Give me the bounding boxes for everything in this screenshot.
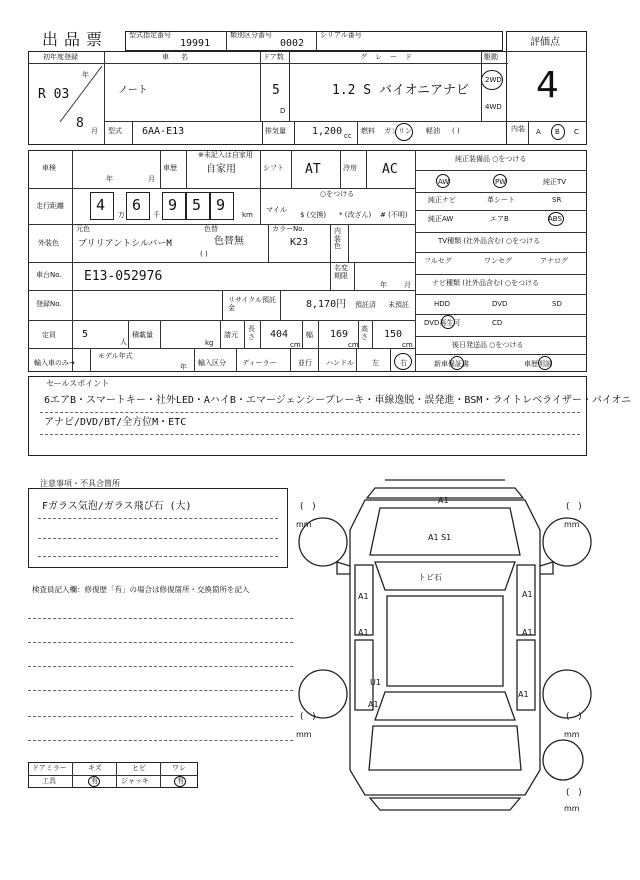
interior-b: B (555, 128, 560, 136)
docs-warranty-circle (450, 356, 464, 370)
color-no-label: カラーNo. (272, 225, 305, 233)
recycle-value: 8,170円 (306, 299, 347, 310)
shaken-year-unit: 年 (106, 175, 113, 183)
drive-2wd: 2WD (485, 76, 502, 84)
mile-unknown: # (不明) (380, 211, 408, 219)
transfer-label: 名変期限 (334, 264, 348, 280)
shift-value: AT (305, 162, 321, 177)
tread-fr-bracket: ( ) (566, 502, 582, 512)
legend-door-mirror: ドアミラー (32, 764, 67, 772)
color-change-bracket: ( ) (200, 250, 208, 258)
legend-tools-circle (88, 776, 100, 787)
width-unit: cm (348, 341, 359, 349)
sales-points-line1: 6エアB・スマートキー・社外LED・AハイB・エマージェンシーブレーキ・車線逸脱・誤発進・BSM・ライトレベライザー・パイオニ (44, 395, 632, 406)
capacity-value: 5 (82, 329, 89, 340)
page-title: 出品票 (42, 30, 109, 49)
seikyu-label: 請元 (224, 331, 238, 339)
defect-line1: Fガラス気泡/ガラス飛び石 (大) (42, 501, 192, 512)
color-orig-value: ブリリアントシルバーM (78, 239, 172, 249)
fuel-gasoline: ガソリン (384, 127, 412, 135)
fuel-label: 燃料 (361, 127, 375, 135)
drive-4wd: 4WD (485, 103, 502, 111)
legend-broken: ワレ (172, 764, 186, 772)
aircon-label: 冷房 (343, 164, 357, 172)
dmg-label-windshield: A1 S1 (428, 533, 452, 542)
capacity-label: 定員 (42, 331, 56, 339)
legend-tools: 工具 (42, 777, 56, 785)
model-value: 6AA-E13 (142, 126, 185, 137)
color-label: 外装色 (38, 239, 59, 247)
equip-genuine-aw: 純正AW (428, 215, 454, 223)
equip-navi: 純正ナビ (428, 196, 456, 204)
history-value: 自家用 (206, 164, 236, 175)
navi-dvd: DVD (492, 300, 508, 308)
mileage-digits (90, 192, 240, 220)
mileage-digit-2: 6 (132, 196, 142, 214)
equip-sr: SR (552, 196, 562, 204)
docs-label: 後日発送品 ○をつける (452, 341, 524, 349)
car-name: ノート (118, 85, 148, 96)
handle-left: 左 (372, 359, 379, 367)
mileage-unit: km (242, 211, 253, 219)
equip-tv: 純正TV (543, 178, 567, 186)
mileage-man: 万 (118, 211, 125, 219)
door-d: D (280, 107, 286, 115)
transfer-month-unit: 月 (404, 281, 411, 289)
month-unit: 月 (91, 127, 98, 135)
navi-hdd: HDD (434, 300, 451, 308)
dmg-label-left-rear-door: A1 (358, 628, 369, 637)
legend-jack-circle (174, 776, 186, 787)
history-label: 車歴 (163, 164, 177, 172)
height-value: 150 (384, 329, 403, 340)
handle-label: ハンドル (326, 359, 354, 367)
dmg-label-right-rear: A1 (518, 690, 529, 699)
interior-label: 内装 (511, 125, 525, 133)
model-year-label: モデル年式 (98, 352, 133, 360)
mile-label: マイル (266, 206, 287, 214)
tv-oneseg: ワンセグ (484, 257, 512, 265)
year-unit: 年 (82, 71, 89, 79)
dmg-label-left-rear-wheel: A1 (368, 700, 379, 709)
dmg-label-left-front-door: A1 (358, 592, 369, 601)
class-label: 類別区分番号 (230, 31, 272, 39)
legend-jack-value: 有 (177, 777, 184, 785)
mileage-digit-3: 9 (168, 196, 178, 214)
capacity-unit: 人 (120, 338, 127, 346)
model-label: 型式 (108, 127, 122, 135)
import-parallel: 並行 (298, 359, 312, 367)
first-reg-month: 8 (76, 116, 84, 131)
equip-airbag: エアB (490, 215, 509, 223)
dmg-label-right-front-door: A1 (522, 590, 533, 599)
fuel-bracket: ( ) (452, 127, 460, 135)
navi-sd: SD (552, 300, 562, 308)
legend-jack: ジャッキ (121, 777, 149, 785)
grade-value: 1.2 S バイオニアナビ (332, 83, 470, 98)
score-label: 評価点 (530, 37, 560, 48)
color-orig-label: 元色 (76, 225, 90, 233)
recycle-unpaid: 未預託 (388, 301, 409, 309)
inspector-label: 検査員記入欄：修復歴「有」の場合は修復箇所・交換箇所を記入 (32, 585, 250, 594)
equip-aw-circle (436, 174, 450, 188)
fuel-gasoline-circle (395, 123, 413, 141)
history-note: ※未記入は自家用 (198, 151, 253, 159)
mile-modified: * (改ざん) (339, 211, 372, 219)
equip-abs-circle (548, 212, 564, 226)
docs-history: 車歴明説 (524, 360, 552, 368)
legend-tools-value: 有 (91, 777, 98, 785)
tread-spare-mm: mm (564, 804, 580, 813)
equip-abs: ABS (548, 215, 562, 223)
tread-rr-bracket: ( ) (566, 712, 582, 722)
docs-history-circle (538, 356, 552, 370)
length-unit: cm (290, 341, 301, 349)
chassis-value: E13-052976 (84, 269, 163, 284)
equip-pw-circle (493, 174, 507, 188)
legend-scratch: キズ (88, 764, 102, 772)
tread-spare-bracket: ( ) (566, 788, 582, 798)
mileage-label: 走行距離 (36, 202, 64, 210)
mileage-digit-4: 5 (192, 196, 202, 214)
tread-rl-bracket: ( ) (300, 712, 316, 722)
docs-warranty: 新車保証書 (434, 360, 469, 368)
sales-points-box (28, 376, 587, 456)
class-no: 0002 (280, 38, 305, 49)
tv-label: TV種類 (社外品含む) ○をつける (438, 237, 541, 245)
defect-label: 注意事項・不具合箇所 (40, 479, 120, 488)
navi-cd: CD (492, 319, 503, 327)
tread-rr-mm: mm (564, 730, 580, 739)
load-label: 積載量 (132, 331, 153, 339)
load-unit: kg (205, 339, 214, 347)
shift-label: シフト (263, 164, 284, 172)
navi-dvd-play: DVD再生可 (424, 319, 461, 327)
color-change-label: 色替 (204, 225, 218, 233)
dmg-label-stone-chip: トビ石 (418, 573, 442, 582)
displacement-label: 排気量 (265, 127, 286, 135)
first-reg-era: R 03 (38, 87, 70, 102)
fuel-diesel: 軽油 (426, 127, 440, 135)
transfer-year-unit: 年 (380, 281, 387, 289)
tread-fl-mm: mm (296, 520, 312, 529)
tv-analog: アナログ (540, 257, 568, 265)
handle-right-circle (394, 353, 412, 370)
tread-fr-mm: mm (564, 520, 580, 529)
dmg-label-front-bumper: A1 (438, 496, 449, 505)
tv-fullseg: フルセグ (424, 257, 452, 265)
model-year-unit: 年 (180, 363, 187, 371)
first-reg-divider (56, 64, 104, 124)
grade-label: グレード (360, 53, 420, 61)
score-value: 4 (536, 65, 559, 106)
length-value: 404 (270, 329, 289, 340)
color-no-value: K23 (290, 237, 309, 248)
aircon-value: AC (382, 162, 398, 177)
drive-2wd-circle (481, 70, 503, 90)
displacement-unit: cc (344, 132, 352, 140)
drive-label: 駆動 (484, 53, 498, 61)
handle-right: 右 (400, 359, 407, 367)
reg-label: 登録No. (36, 300, 62, 308)
recycle-paid: 預託済 (355, 301, 376, 309)
mileage-digit-5: 9 (216, 196, 226, 214)
model-approval-no: 19991 (180, 38, 211, 49)
interior-a: A (536, 128, 541, 136)
width-label: 幅 (306, 331, 313, 339)
width-value: 169 (330, 329, 349, 340)
interior-c: C (574, 128, 579, 136)
doors-value: 5 (272, 83, 280, 98)
equip-leather: 革シート (487, 196, 515, 204)
doors-label: ドア数 (263, 53, 284, 61)
dmg-label-left-rear-fender: U1 (370, 678, 381, 687)
navi-label: ナビ種類 (社外品含む) ○をつける (432, 279, 540, 287)
import-class-label: 輸入区分 (198, 359, 226, 367)
import-dealer: ディーラー (242, 359, 277, 367)
length-label: 長さ (248, 325, 255, 341)
recycle-label: リサイクル預託金 (228, 296, 277, 313)
dmg-label-right-rear-door: A1 (522, 628, 533, 637)
shaken-month-unit: 月 (148, 175, 155, 183)
mileage-sen: 千 (153, 211, 160, 219)
car-damage-diagram (295, 470, 595, 820)
interior-b-circle (551, 124, 565, 140)
legend-crack: ヒビ (132, 764, 146, 772)
import-label: 輸入車のみ→ (34, 359, 75, 367)
interior-color-label: 内装色 (334, 227, 341, 251)
model-approval-label: 型式指定番号 (129, 31, 171, 39)
color-change-value: 色替無 (214, 236, 244, 247)
navi-dvd-play-circle (441, 315, 455, 329)
shaken-label: 車検 (42, 164, 56, 172)
sales-points-label: セールスポイント (46, 379, 110, 388)
equip-pw: PW (495, 178, 507, 186)
equip-aw: AW (438, 178, 450, 186)
serial-label: シリアル番号 (320, 31, 362, 39)
tread-rl-mm: mm (296, 730, 312, 739)
height-label: 高さ (361, 325, 368, 341)
tread-fl-bracket: ( ) (300, 502, 316, 512)
mileage-digit-1: 4 (96, 196, 106, 214)
chassis-label: 車台No. (36, 271, 62, 279)
displacement-value: 1,200 (312, 126, 343, 137)
first-reg-label: 初年度登録 (43, 53, 78, 61)
mile-circle-note: ○をつける (320, 190, 355, 198)
sales-points-line2: アナビ/DVD/BT/全方位M・ETC (44, 417, 187, 428)
height-unit: cm (402, 341, 413, 349)
car-name-label: 車名 (162, 53, 200, 61)
mile-exchange: $ (交換) (300, 211, 327, 219)
genuine-label: 純正装備品 ○をつける (455, 155, 527, 163)
